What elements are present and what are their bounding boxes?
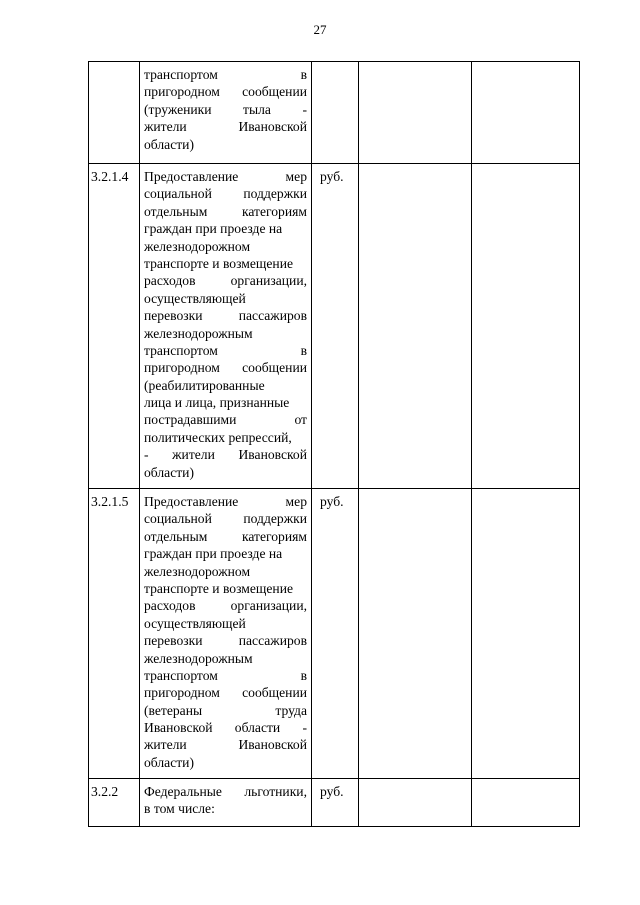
value-cell xyxy=(359,779,472,827)
description-line: области) xyxy=(144,136,194,152)
value-cell xyxy=(472,164,580,489)
unit-label xyxy=(312,62,358,66)
item-number-cell: 3.2.2 xyxy=(89,779,140,827)
description-line: транспорте и возмещение xyxy=(144,580,294,596)
description-line: пригородном сообщении xyxy=(144,685,307,701)
item-description-cell xyxy=(140,62,312,164)
item-number-cell: 3.2.1.4 xyxy=(89,164,140,489)
table-row xyxy=(89,62,580,164)
description-line: транспорте и возмещение xyxy=(144,255,294,271)
item-description xyxy=(140,62,311,155)
description-line: железнодорожным xyxy=(144,325,253,341)
unit-label: руб. xyxy=(320,494,344,509)
table-row xyxy=(89,779,580,827)
item-number-cell xyxy=(89,62,140,164)
description-line: социальной поддержки xyxy=(144,186,307,202)
description-line: (ветераны труда xyxy=(144,702,307,718)
description-line: осуществляющей xyxy=(144,290,246,306)
description-line: (реабилитированные xyxy=(144,377,265,393)
item-description-cell xyxy=(140,164,312,489)
benefits-table xyxy=(88,61,580,827)
unit-cell xyxy=(312,779,359,827)
value-cell xyxy=(472,489,580,779)
description-line: расходов организации, xyxy=(144,598,307,614)
description-line: пострадавшими от xyxy=(144,412,307,428)
page-number: 27 xyxy=(313,22,327,37)
item-description-cell xyxy=(140,489,312,779)
description-line: граждан при проезде на xyxy=(144,546,283,562)
unit-cell xyxy=(312,489,359,779)
value-cell xyxy=(472,779,580,827)
description-line: пригородном сообщении xyxy=(144,84,307,100)
description-line: граждан при проезде на xyxy=(144,221,283,237)
description-line: железнодорожным xyxy=(144,650,253,666)
unit-cell xyxy=(312,164,359,489)
description-line: жители Ивановской xyxy=(144,119,307,135)
description-line: Предоставление мер xyxy=(144,169,307,184)
description-line: перевозки пассажиров xyxy=(144,633,307,649)
description-line: пригородном сообщении xyxy=(144,360,307,376)
description-line: Ивановской области - xyxy=(144,720,307,736)
unit-label: руб. xyxy=(320,784,344,799)
description-line: отдельным категориям xyxy=(144,528,307,544)
description-line: отдельным категориям xyxy=(144,203,307,219)
description-line: железнодорожном xyxy=(144,238,251,254)
description-line: перевозки пассажиров xyxy=(144,308,307,324)
description-line: лица и лица, признанные xyxy=(144,395,290,411)
value-cell xyxy=(359,62,472,164)
description-line: жители Ивановской xyxy=(144,737,307,753)
description-line: транспортом в xyxy=(144,667,307,683)
description-line: (труженики тыла - xyxy=(144,101,307,117)
description-line: - жители Ивановской xyxy=(144,447,307,463)
unit-label: руб. xyxy=(320,169,344,184)
description-line: области) xyxy=(144,464,194,480)
unit-cell xyxy=(312,62,359,164)
value-cell xyxy=(359,164,472,489)
description-line: осуществляющей xyxy=(144,615,246,631)
item-description-cell xyxy=(140,779,312,827)
value-cell xyxy=(472,62,580,164)
description-line: расходов организации, xyxy=(144,273,307,289)
table-row xyxy=(89,164,580,489)
item-description xyxy=(140,489,311,773)
description-line: железнодорожном xyxy=(144,563,251,579)
description-line: социальной поддержки xyxy=(144,511,307,527)
description-line: Предоставление мер xyxy=(144,494,307,509)
item-description xyxy=(140,779,311,820)
table-row xyxy=(89,489,580,779)
item-description xyxy=(140,164,311,483)
description-line: в том числе: xyxy=(144,801,215,817)
description-line: транспортом в xyxy=(144,67,307,82)
description-line: области) xyxy=(144,754,194,770)
item-number-cell: 3.2.1.5 xyxy=(89,489,140,779)
description-line: Федеральные льготники, xyxy=(144,784,307,799)
description-line: политических репрессий, xyxy=(144,429,292,445)
value-cell xyxy=(359,489,472,779)
description-line: транспортом в xyxy=(144,342,307,358)
